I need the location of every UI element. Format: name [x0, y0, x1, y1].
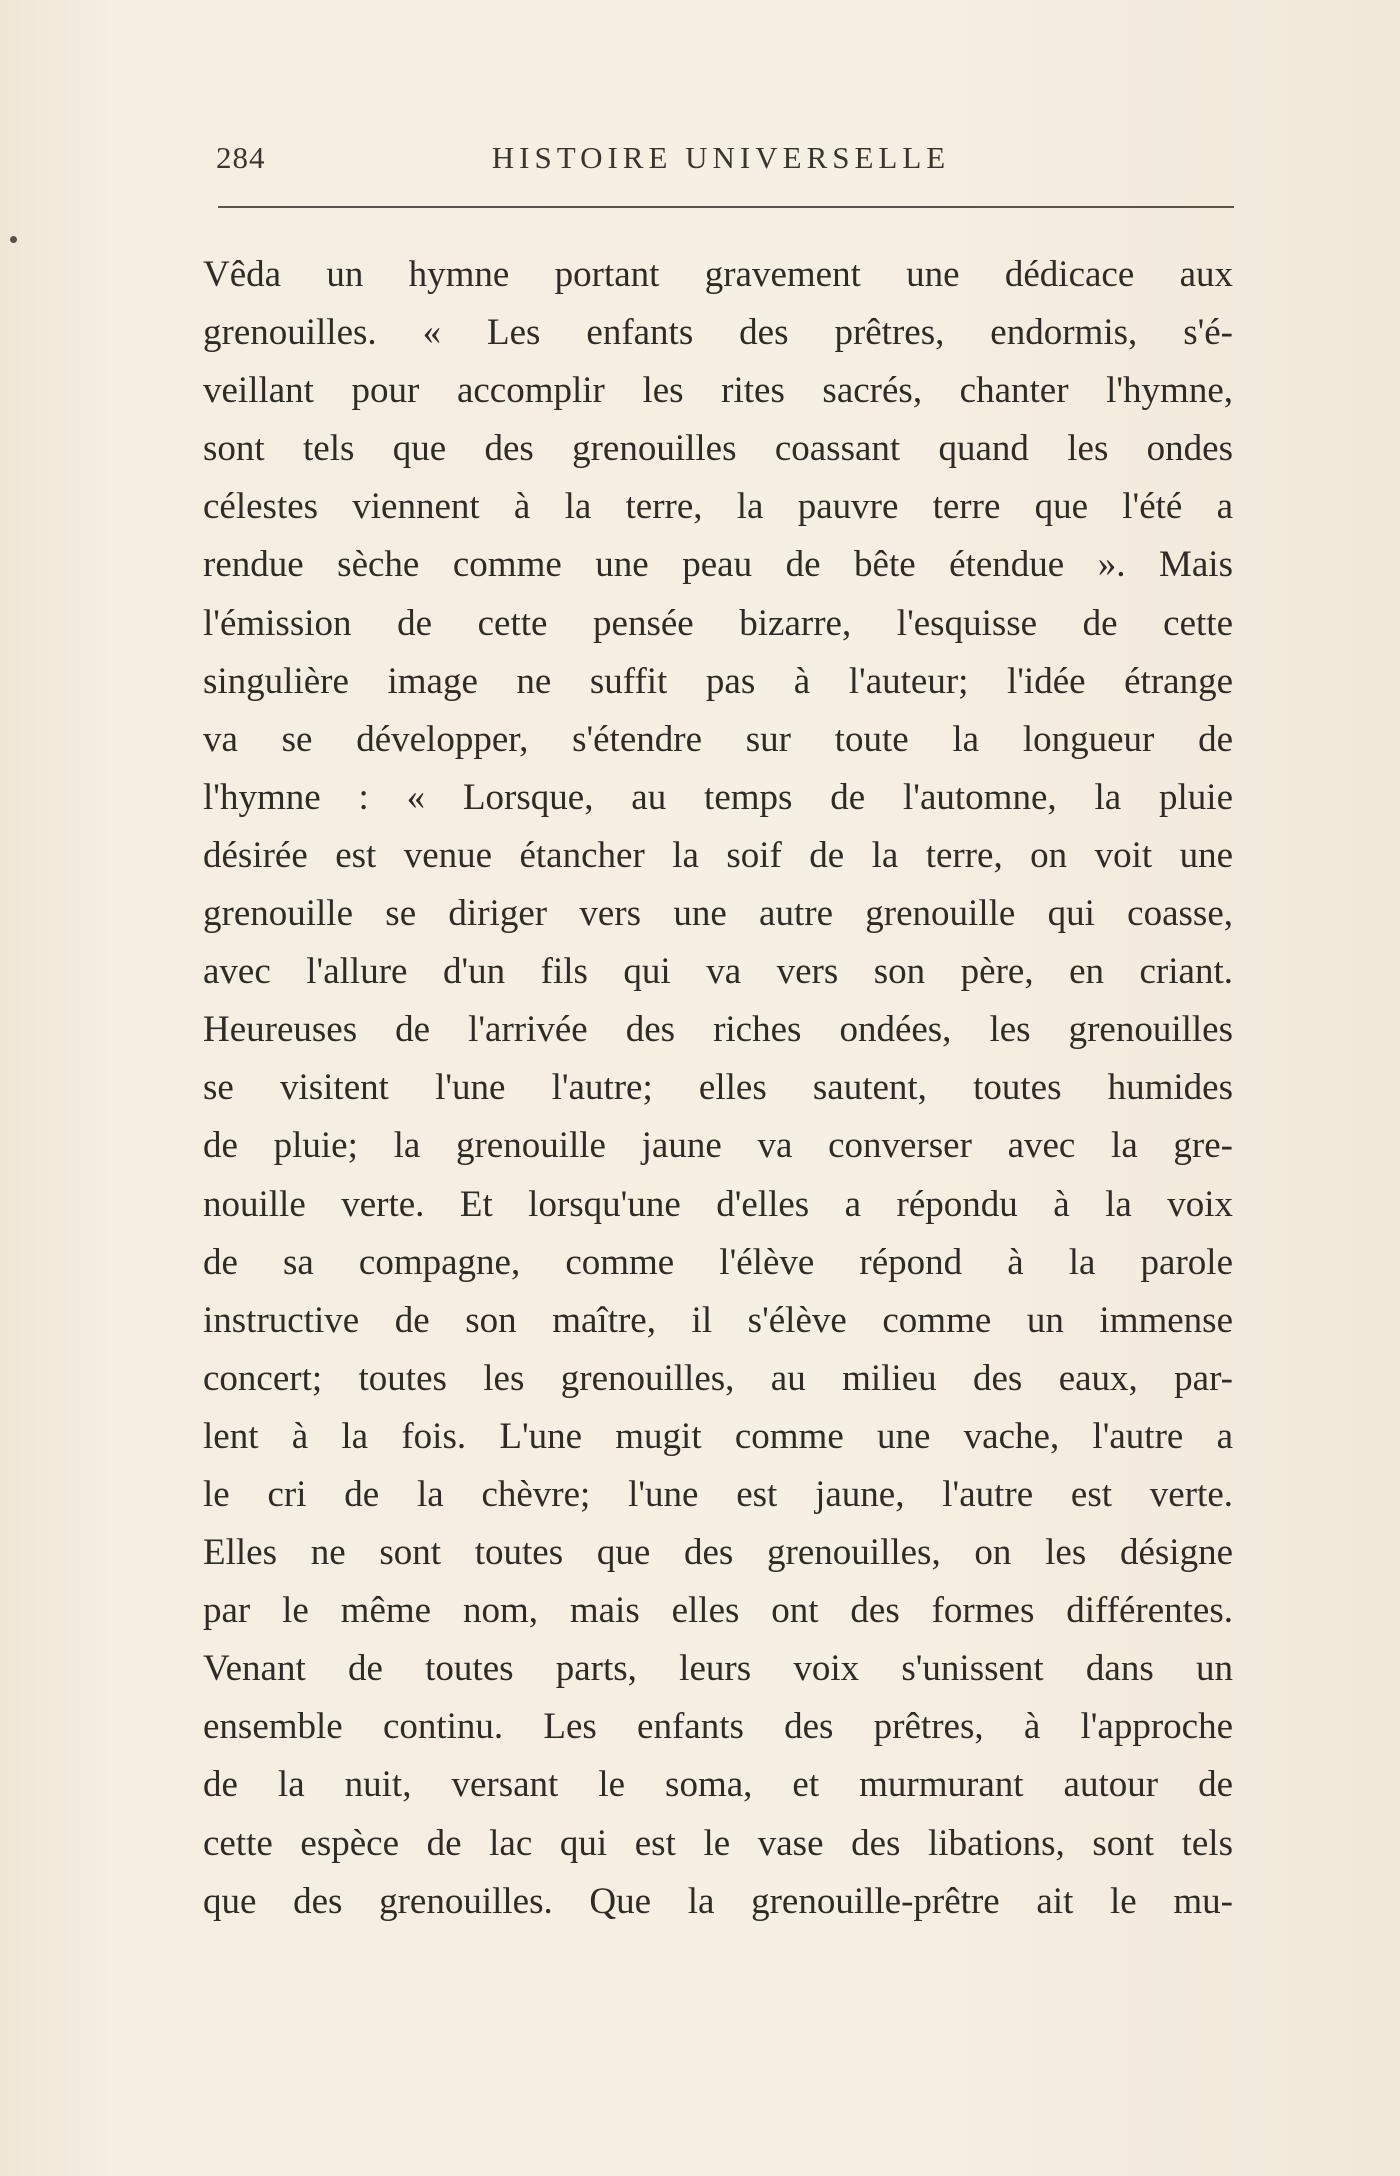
- text-line: instructive de son maître, il s'élève comme un immense: [203, 1299, 1233, 1341]
- text-line: grenouilles. « Les enfants des prêtres, endormis, s'é-: [203, 312, 1233, 354]
- text-line: nouille verte. Et lorsqu'une d'elles a répondu à la voix: [203, 1183, 1233, 1225]
- text-line: va se développer, s'étendre sur toute la longueur de: [203, 718, 1233, 760]
- text-line: singulière image ne suffit pas à l'auteur; l'idée étrange: [203, 660, 1233, 702]
- text-line: l'émission de cette pensée bizarre, l'esquisse de cette: [203, 602, 1233, 644]
- text-line: grenouille se diriger vers une autre grenouille qui coasse,: [203, 893, 1233, 935]
- text-line: concert; toutes les grenouilles, au milieu des eaux, par-: [203, 1357, 1233, 1399]
- text-line: de sa compagne, comme l'élève répond à la parole: [203, 1241, 1233, 1283]
- text-line: que des grenouilles. Que la grenouille-prêtre ait le mu-: [203, 1880, 1233, 1922]
- text-line: sont tels que des grenouilles coassant quand les ondes: [203, 428, 1233, 470]
- page-number: 284: [216, 140, 266, 175]
- text-line: rendue sèche comme une peau de bête étendue ». Mais: [203, 544, 1233, 586]
- text-line: par le même nom, mais elles ont des formes différentes.: [203, 1590, 1233, 1632]
- text-line: avec l'allure d'un fils qui va vers son père, en criant.: [203, 951, 1233, 993]
- text-line: l'hymne : « Lorsque, au temps de l'automne, la pluie: [203, 776, 1233, 818]
- text-line: célestes viennent à la terre, la pauvre terre que l'été a: [203, 486, 1233, 528]
- text-line: ensemble continu. Les enfants des prêtres, à l'approche: [203, 1706, 1233, 1748]
- paper-speck: [10, 236, 17, 243]
- header-rule: [218, 206, 1234, 208]
- text-line: lent à la fois. L'une mugit comme une vache, l'autre a: [203, 1415, 1233, 1457]
- page-header: [208, 138, 1234, 184]
- text-line: de la nuit, versant le soma, et murmurant autour de: [203, 1764, 1233, 1806]
- text-line: le cri de la chèvre; l'une est jaune, l'autre est verte.: [203, 1473, 1233, 1515]
- text-line: de pluie; la grenouille jaune va converser avec la gre-: [203, 1125, 1233, 1167]
- running-title: HISTOIRE UNIVERSELLE: [491, 140, 951, 175]
- text-line: Elles ne sont toutes que des grenouilles, on les désigne: [203, 1532, 1233, 1574]
- text-line: cette espèce de lac qui est le vase des libations, sont tels: [203, 1822, 1233, 1864]
- body-text: [203, 246, 1233, 1931]
- text-line: désirée est venue étancher la soif de la terre, on voit une: [203, 834, 1233, 876]
- text-line: Heureuses de l'arrivée des riches ondées, les grenouilles: [203, 1009, 1233, 1051]
- text-line: se visitent l'une l'autre; elles sautent, toutes humides: [203, 1067, 1233, 1109]
- text-line: veillant pour accomplir les rites sacrés, chanter l'hymne,: [203, 370, 1233, 412]
- text-line: Venant de toutes parts, leurs voix s'unissent dans un: [203, 1648, 1233, 1690]
- text-line: Vêda un hymne portant gravement une dédicace aux: [203, 254, 1233, 295]
